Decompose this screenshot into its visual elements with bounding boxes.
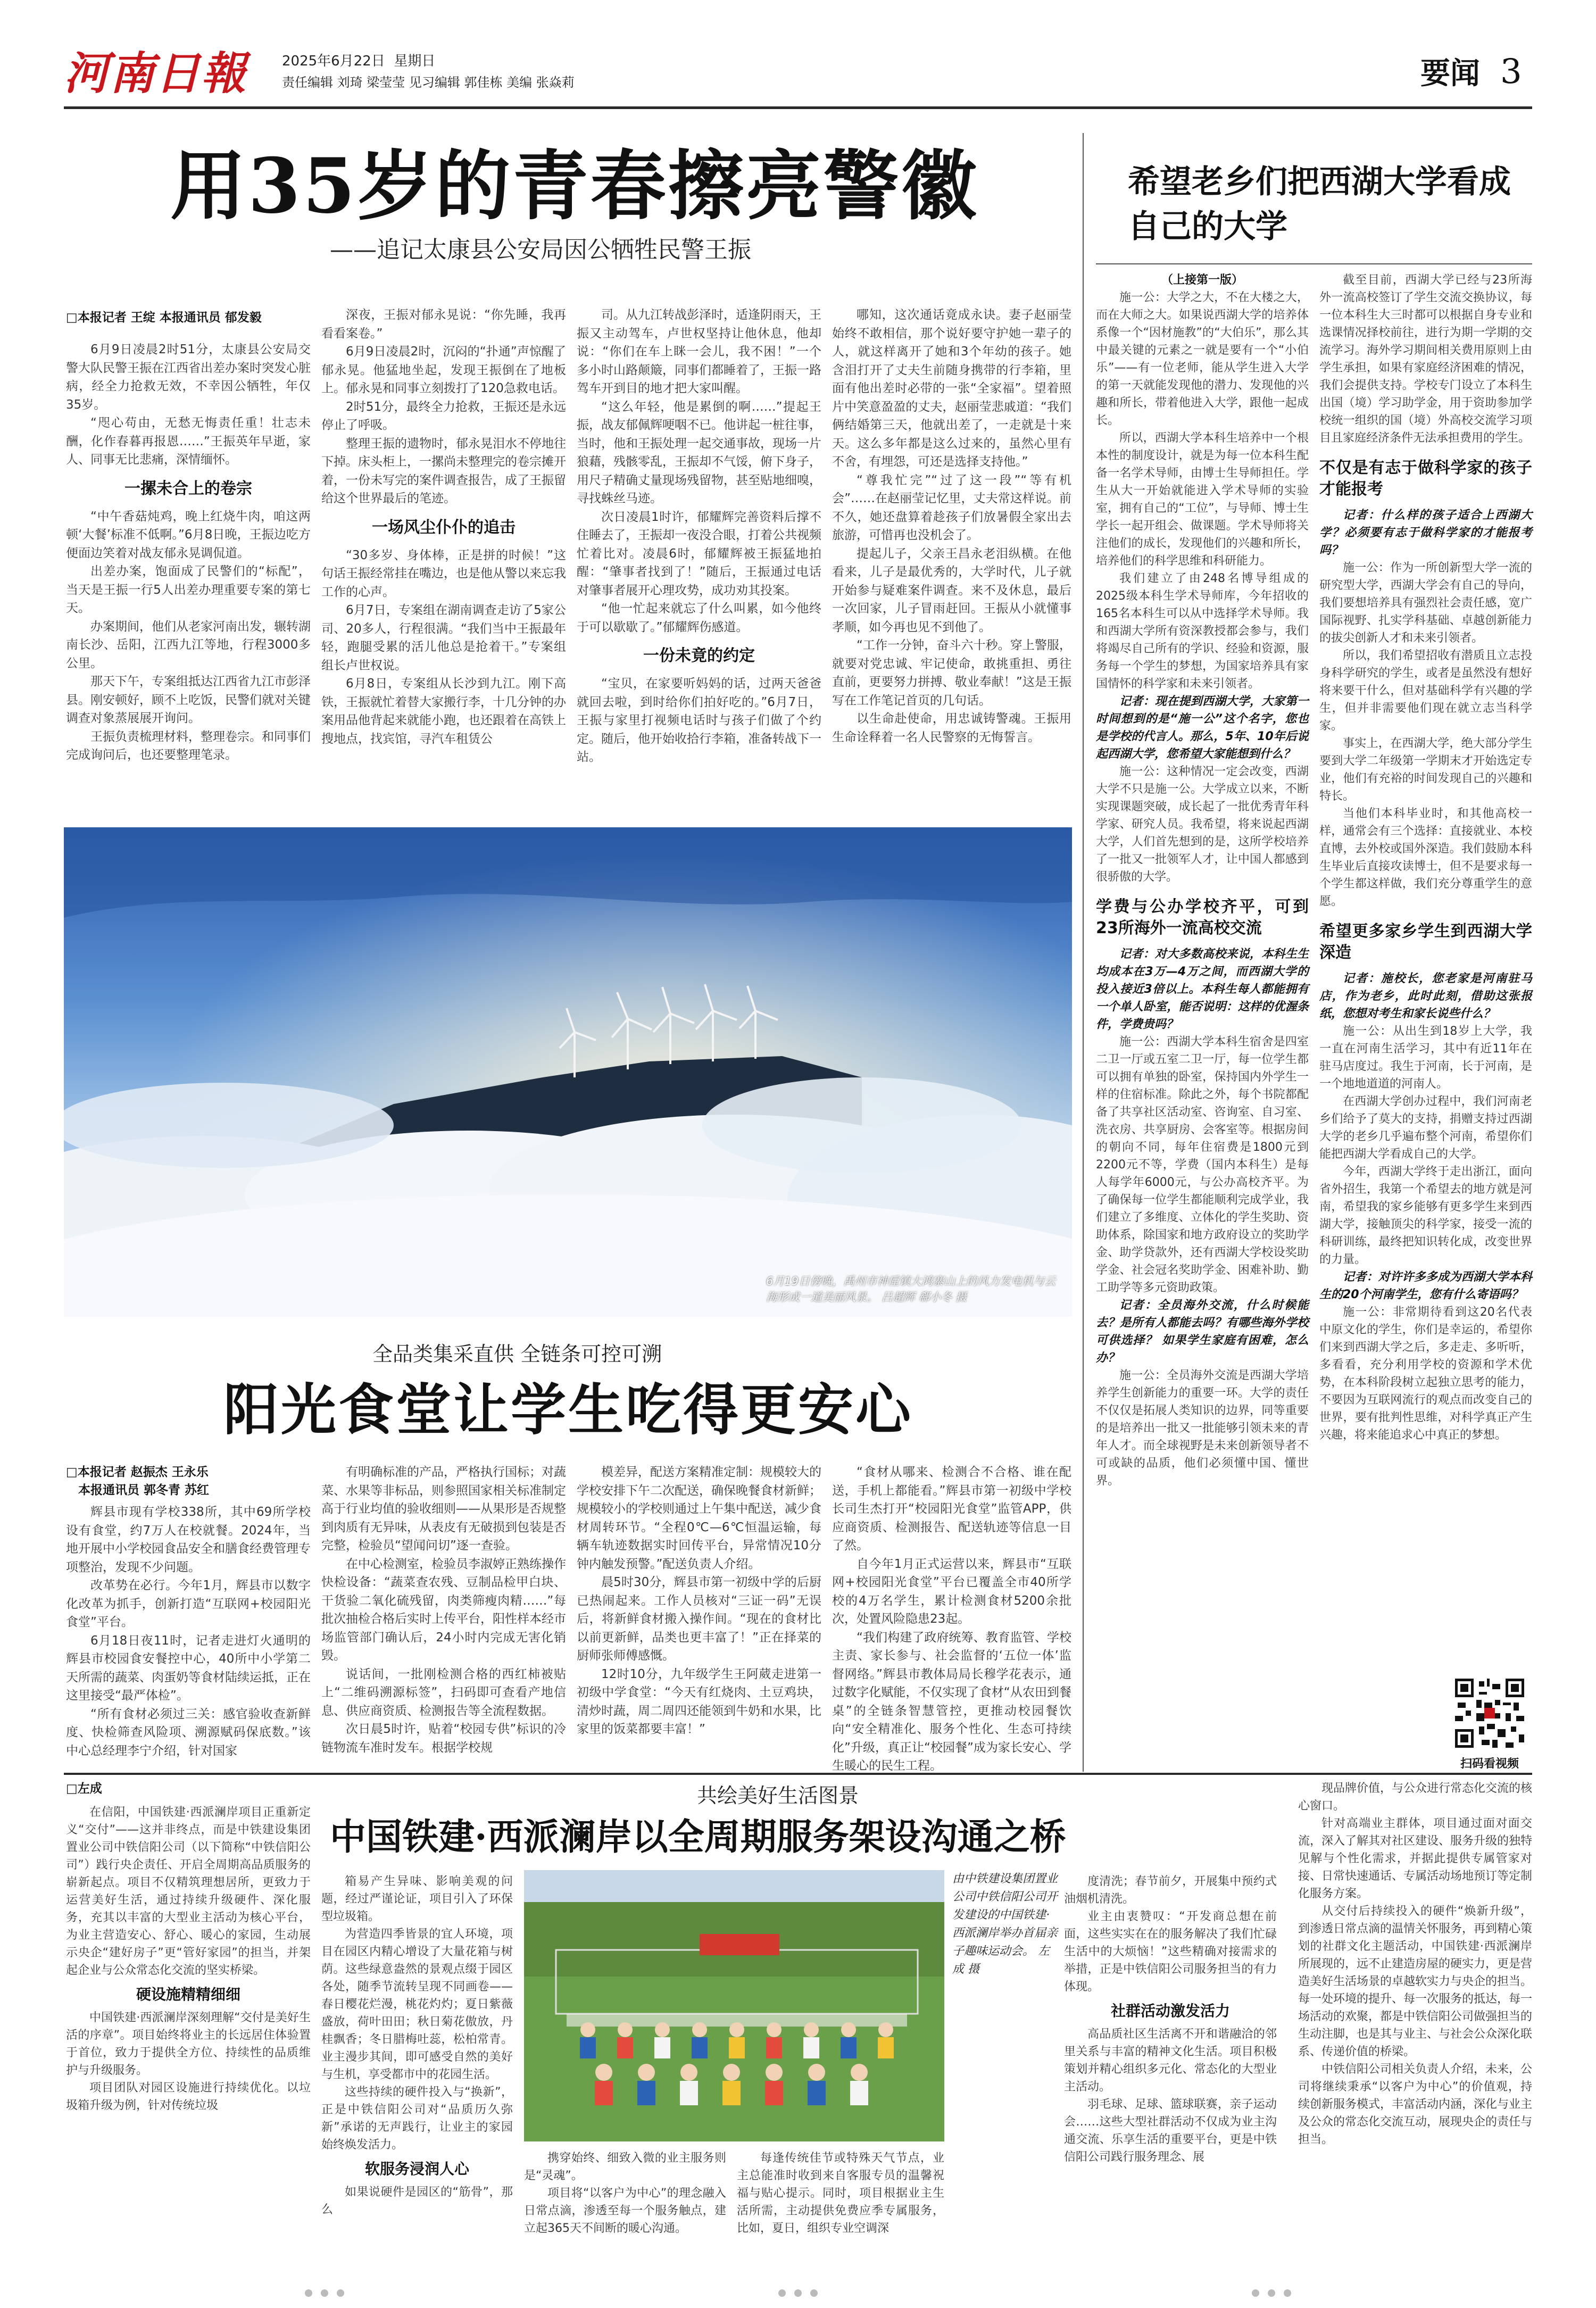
paragraph: 今年，西湖大学终于走出浙江，面向省外招生，我第一个希望去的地方就是河南，希望我的家乡能够有更多学生来到西湖大学，接触顶尖的科学家，接受一流的科研训练，最终把知识转化成，改变世界的力量。 xyxy=(1319,1165,1532,1266)
paragraph: “他一忙起来就忘了什么叫累，如今他终于可以歇歇了。”郁耀辉伤感道。 xyxy=(577,602,821,634)
paragraph: 我们建立了由248名博导组成的2025级本科生学术导师库，今年招收的165名本科生可以从中选择学术导师。我和西湖大学所有资深教授都会参与，我们将竭尽自己所有的学识、经验和资源，服务每一个学生的梦想，为国家培养具有家国情怀的科学家和未来引领者。 xyxy=(1096,572,1309,691)
paragraph: 施一公：大学之大，不在大楼之大，而在大师之大。如果说西湖大学的培养体系像一个“因材施教”的“大伯乐”，那么其中最关键的元素之一就是要有一个“小伯乐”——有一位老师，能从学生进入大学的第一天就能发现他的潜力、发现他的兴趣和所长，带着他进入大学，跟他一起成长。 xyxy=(1096,291,1309,427)
paragraph: 施一公：作为一所创新型大学一流的研究型大学，西湖大学会有自己的导向，我们要想培养具有强烈社会责任感，宽广国际视野、扎实学科基础、卓越创新能力的拔尖创新人才和未来引领者。 xyxy=(1319,561,1532,645)
article2-col4 xyxy=(832,1463,1071,1775)
article4-byline: □左成 xyxy=(66,1782,102,1796)
paragraph: 那天下午，专案组抵达江西省九江市彭泽县。刚安顿好，顾不上吃饭，民警们就对关键调查对象蒸展展开询问。 xyxy=(66,675,311,725)
paragraph: 改革势在必行。今年1月，辉县市以数字化改革为抓手，创新打造“互联网+校园阳光食堂”平台。 xyxy=(66,1579,311,1629)
paragraph: 携穿始终、细致入微的业主服务则是“灵魂”。 xyxy=(524,2152,726,2182)
paragraph: 当他们本科毕业时，和其他高校一样，通常会有三个选择：直接就业、本校直博，去外校或国外深造。我们鼓励本科生毕业后直接攻读博士，但不是要求每一个学生都这样做，我们充分尊重学生的意愿。 xyxy=(1319,807,1532,908)
paragraph: 事实上，在西湖大学，绝大部分学生要到大学二年级第一学期末才开始选定专业，他们有充裕的时间发现自己的兴趣和特长。 xyxy=(1319,737,1532,803)
paragraph: “咫心苟由，无愁无悔责任重！壮志未酬，化作春暮再报恩……”王振英年早逝，家人、同事无比悲痛，深情缅怀。 xyxy=(66,416,311,467)
paragraph: 次日晨5时许，贴着“校园专供”标识的冷链物流车准时发车。根据学校规 xyxy=(321,1722,566,1755)
paragraph: 业主由衷赞叹：“开发商总想在前面，这些实实在在的服务解决了我们忙碌生活中的大烦恼！”这些精确对接需求的举措，正是中铁信阳公司服务担当的有力体现。 xyxy=(1064,1910,1277,1994)
article4-kicker: 共绘美好生活图景 xyxy=(697,1784,859,1807)
article3-title: 希望老乡们把西湖大学看成自己的大学 xyxy=(1128,163,1511,245)
article4-col6 xyxy=(1298,1780,1532,2148)
staff-line: 责任编辑 刘琦 梁莹莹 见习编辑 郭佳栋 美编 张焱莉 xyxy=(282,75,575,90)
registration-dots-icon xyxy=(0,2282,1596,2304)
article4-col2 xyxy=(321,1873,513,2219)
article3-col2 xyxy=(1319,271,1532,1444)
article1-byline: □本报记者 王绽 本报通讯员 郁发毅 xyxy=(66,311,262,325)
paragraph: 施一公：非常期待看到这20名代表中原文化的学生，你们是幸运的，希望你们来到西湖大学之后，多走走、多听听，多看看，充分利用学校的资源和学术优势，在本科阶段树立起独立思考的能力，不要因为互联网流行的观点而改变自己的世界，要有批判性思维，对科学真正产生兴趣，将来能追求心中真正的梦想。 xyxy=(1319,1306,1532,1442)
paragraph: 施一公：全员海外交流是西湖大学培养学生创新能力的重要一环。大学的责任不仅仅是拓展人类知识的边界，同等重要的是培养出一批又一批能够引领未来的青年人才。而全球视野是未来创新领导者不可或缺的品质，他们必须懂中国、懂世界。 xyxy=(1096,1369,1309,1488)
article1-title: 用35岁的青春擦亮警徽 xyxy=(170,142,979,230)
paragraph: 提起儿子，父亲王昌永老泪纵横。在他看来，儿子是最优秀的，大学时代，儿子就开始参与疑难案件调查。来不及休息，最后一次回家，儿子冒雨赶回。王振从小就懂事孝顺，如今再也见不到他了。 xyxy=(832,546,1071,634)
paragraph: 截至目前，西湖大学已经与23所海外一流高校签订了学生交流交换协议，每一位本科生大三时都可以根据自身专业和选课情况择校前往，进行为期一学期的交流学习。海外学习期间相关费用原则上由学生承担，如果有家庭经济困难的情况，我们会提供支持。学校专门设立了本科生出国（境）学习助学金，用于资助参加学校统一组织的国（境）外高校交流学习项目且家庭经济条件无法承担费用的学生。 xyxy=(1319,273,1532,445)
paragraph: “宝贝，在家要听妈妈的话，过两天爸爸就回去啦，到时给你们拍好吃的。”6月7日，王振与家里打视频电话时与孩子们做了个约定。随后，他开始收拾行李箱，准备转战下一站。 xyxy=(577,677,821,764)
paragraph: 在中心检测室，检验员李淑婷正熟练操作快检设备：“蔬菜查农残、豆制品检甲白块、干货验二氧化硫残留，肉类筛瘦肉精……”每批次抽检合格后实时上传平台，阳性样本经市场监管部门确认后，24小时内完成无害化销毁。 xyxy=(321,1557,566,1663)
paragraph: 为营造四季皆景的宜人环境，项目在园区内精心增设了大量花箱与树荫。这些绿意盎然的景观点缀于园区各处，随季节流转呈现不同画卷——春日樱花烂漫，桃花灼灼；夏日紫薇盛放，荷叶田田；秋日菊花傲放，丹桂飘香；冬日腊梅吐蕊，松柏常青。业主漫步其间，即可感受自然的美好与生机，享受都市中的花园生活。 xyxy=(321,1928,513,2081)
paragraph: 每逢传统佳节或特殊天气节点，业主总能准时收到来自客服专员的温馨祝福与贴心提示。同时，项目根据业主生活所需，主动提供免费应季专属服务，比如，夏日，组织专业空调深 xyxy=(737,2152,944,2235)
article4-title: 中国铁建·西派澜岸以全周期服务架设沟通之桥 xyxy=(330,1816,1066,1858)
paragraph: 度清洗；春节前夕，开展集中预约式油烟机清洗。 xyxy=(1064,1875,1277,1906)
subheading: 一摞未合上的卷宗 xyxy=(124,479,252,498)
column-divider xyxy=(1083,133,1084,1772)
paragraph: 施一公：西湖大学本科生宿舍是四室二卫一厅或五室二卫一厅，每一位学生都可以拥有单独的卧室，保持国内外学生一样的住宿标准。除此之外，每个书院都配备了共享社区活动室、咨询室、自习室、洗衣房、共享厨房、会客室等。根据房间的朝向不同，每年住宿费是1800元到2200元不等，学费（国内本科生）是每人每学年6000元，与公办高校齐平。为了确保每一位学生都能顺利完成学业，我们建立了多维度、立体化的学生奖助、资助体系，除国家和地方政府设立的奖助学金、助学贷款外，还有西湖大学校设奖助学金、社会冠名奖助学金、困难补助、勤工助学等多元资助政策。 xyxy=(1096,1035,1309,1294)
paragraph: 模差异，配送方案精准定制：规模较大的学校安排下午二次配送，确保晚餐食材新鲜；规模较小的学校则通过上午集中配送，减少食材周转环节。“全程0℃—6℃恒温运输，每辆车轨迹数据实时回传平台，异常情况10分钟内触发预警。”配送负责人介绍。 xyxy=(577,1465,821,1571)
paragraph: 在西湖大学创办过程中，我们河南老乡们给予了莫大的支持，捐赠支持过西湖大学的老乡几乎遍布整个河南，希望你们能把西湖大学看成自己的大学。 xyxy=(1319,1095,1532,1161)
qr-code[interactable] xyxy=(1452,1676,1527,1750)
paragraph: 施一公：从出生到18岁上大学，我一直在河南生活学习，其中有近11年在驻马店度过。我生于河南，长于河南，是一个地地道道的河南人。 xyxy=(1319,1025,1532,1091)
registration-marks xyxy=(0,2282,1596,2304)
page-number: 3 xyxy=(1500,52,1522,92)
paragraph: 深夜，王振对郁永晃说：“你先睡，我再看看案卷。” xyxy=(321,308,566,341)
paragraph: 整理王振的遗物时，郁永晃泪水不停地往下掉。床头柜上，一摞尚未整理完的卷宗摊开着，一份未写完的案件调查报告，成了王振留给这个世界最后的笔迹。 xyxy=(321,436,566,505)
paragraph: 办案期间，他们从老家河南出发，辗转湖南长沙、岳阳，江西九江等地，行程3000多公里。 xyxy=(66,619,311,670)
article1-col4 xyxy=(832,306,1071,746)
paragraph: “工作一分钟，奋斗六十秒。穿上警服，就要对党忠诚、牢记使命，敢挑重担、勇往直前，更要努力拼搏、敬业奉献！”这是王振写在工作笔记首页的几句话。 xyxy=(832,638,1071,708)
article3-col1 xyxy=(1096,271,1309,1490)
event-photo-caption: 由中铁建设集团置业公司中铁信阳公司开发建设的中国铁建·西派澜岸举办首届亲子趣味运动会。 左成 摄 xyxy=(952,1872,1058,1976)
question-text: 记者：现在提到西湖大学，大家第一时间想到的是“施一公”这个名字，您也是学校的代言人。那么，5年、10年后说起西湖大学，您希望大家能想到什么？ xyxy=(1096,695,1309,761)
paragraph: 王振负责梳理材料，整理卷宗。和同事们完成询问后，也还要整理笔录。 xyxy=(66,729,311,762)
paragraph: 高品质社区生活离不开和谐融洽的邻里关系与丰富的精神文化生活。项目积极策划并精心组织多元化、常态化的大型业主活动。 xyxy=(1064,2028,1277,2094)
subheading: 希望更多家乡学生到西湖大学深造 xyxy=(1319,922,1532,962)
paragraph: 有明确标准的产品，严格执行国标；对蔬菜、水果等非标品，则参照国家相关标准制定高于行业均值的验收细则——从果形是否规整到肉质有无异味，从表皮有无破损到包装是否完整，检验员“望闻问切”逐一查验。 xyxy=(321,1465,566,1552)
paragraph: “所有食材必须过三关：感官验收查新鲜度、快检筛查风险项、溯源赋码保底数。”该中心总经理李宁介绍，针对国家 xyxy=(66,1707,311,1758)
question: 记者：全员海外交流，什么时候能去？是所有人都能去吗？有哪些海外学校可供选择？ 如果学生家庭有困难，怎么办？ xyxy=(1096,1299,1309,1365)
paragraph: 现品牌价值，与公众进行常态化交流的核心窗口。 xyxy=(1298,1782,1533,1813)
masthead-rule xyxy=(64,106,1532,109)
article1-col1 xyxy=(66,341,311,765)
paragraph: 这些持续的硬件投入与“换新”，正是中铁信阳公司对“品质历久弥新”承诺的无声践行，让业主的家园始终焕发活力。 xyxy=(321,2086,513,2152)
paragraph: 中国铁建·西派澜岸深刻理解“交付是美好生活的序章”。项目始终将业主的长远居住体验置于首位，致力于提供全方位、持续性的品质维护与升级服务。 xyxy=(66,2011,311,2077)
newspaper-logo: 河南日報 xyxy=(64,47,247,99)
article1-col3 xyxy=(577,306,821,767)
article2-col3 xyxy=(577,1463,821,1739)
paragraph: “中午香菇炖鸡，晚上红烧牛肉，咱这两顿‘大餐’标准不低啊。”6月8日晚，王振边吃方便面边笑着对战友郁永晃调侃道。 xyxy=(66,509,311,560)
masthead xyxy=(64,47,1532,105)
paragraph: 针对高端业主群体，项目通过面对面交流，深入了解其对社区建设、服务升级的独特见解与个性化需求，并据此提供专属管家对接、日常快速通话、专属活动场地预订等定制化服务方案。 xyxy=(1298,1817,1533,1900)
subheading: 不仅是有志于做科学家的孩子才能报考 xyxy=(1319,459,1532,499)
photo-caption: 6月19日傍晚，禹州市神垕镇大鸿寨山上的风力发电机与云海形成一道美丽风景。 吕超辉 郗小冬 摄 xyxy=(766,1275,1056,1304)
lead-note: （上接第一版） xyxy=(1161,273,1243,287)
paragraph: 从交付后持续投入的硬件“焕新升级”，到渗透日常点滴的温情关怀服务，再到精心策划的社群文化主题活动，中国铁建·西派澜岸所展现的，远不止建造房屋的硬实力，更是营造美好生活场景的卓越软实力与央企的担当。每一处环境的提升、每一次服务的抵达，每一场活动的欢聚，都是中铁信阳公司做强担当的生动注脚，也是其与业主、与社会公众深化联系、传递价值的桥梁。 xyxy=(1298,1905,1533,2058)
subheading: 软服务浸润人心 xyxy=(364,2160,469,2178)
paragraph: 6月8日，专案组从长沙到九江。刚下高铁，王振就忙着替大家搬行李，十几分钟的办案用品他背起来就能小跑，也还跟着在高铁上搜地点，找宾馆，寻汽车租赁公 xyxy=(321,677,566,746)
paragraph: “我们构建了政府统筹、教育监管、学校主责、家长参与、社会监督的‘五位一体’监督网络。”辉县市教体局局长穆学花表示，通过数字化赋能，不仅实现了食材“从农田到餐桌”的全链条智慧管控，更推动校园餐饮向“安全精准化、服务个性化、生态可持续化”升级，真正让“校园餐”成为家长安心、学生暖心的民生工程。 xyxy=(832,1630,1071,1773)
paragraph: “食材从哪来、检测合不合格、谁在配送，手机上都能看。”辉县市第一初级中学校长司生杰打开“校园阳光食堂”监管APP，供应商资质、检测报告、配送轨迹等信息一目了然。 xyxy=(832,1465,1071,1552)
question: 记者：对许许多多成为西湖大学本科生的20个河南学生，您有什么寄语吗？ xyxy=(1319,1271,1532,1301)
article4-col1 xyxy=(66,1804,311,2114)
subheading: 社群活动激发活力 xyxy=(1110,2002,1230,2020)
article2-title: 阳光食堂让学生吃得更安心 xyxy=(223,1377,913,1442)
paragraph: “这么年轻，他是累倒的啊……”提起王振，战友郁佩辉哽咽不已。他讲起一桩往事，当时，他和王振处理一起交通事故，现场一片狼藉，残骸零乱，王振却不气馁，俯下身子，用尺子精确丈量现场残留物，甚至贴地细嗅，寻找蛛丝马迹。 xyxy=(577,400,821,505)
question: 记者：什么样的孩子适合上西湖大学？必须要有志于做科学家的才能报考吗？ xyxy=(1319,509,1532,557)
paragraph: 6月9日凌晨2时，沉闷的“扑通”声惊醒了郁永晃。他猛地坐起，发现王振倒在了地板上。郁永晃和同事立刻拨打了120急救电话。 xyxy=(321,345,566,395)
paragraph: 在信阳，中国铁建·西派澜岸项目正重新定义“交付”——这并非终点，而是中铁建设集团置业公司中铁信阳公司（以下简称“中铁信阳公司”）践行央企责任、开启全周期高品质服务的崭新起点。项目不仅精筑理想居所，更致力于运营美好生活，通过持续升级硬件、深化服务，充其以丰富的大型业主活动为核心平台，为业主营造安心、舒心、暖心的家园，生动展示央企“建好房子”更“管好家园”的担当，并架起企业与公众常态化交流的坚实桥梁。 xyxy=(66,1806,311,1977)
article4-col5 xyxy=(1064,1873,1277,2166)
weekday: 星期日 xyxy=(394,53,436,69)
article1-subtitle: ——追记太康县公安局因公牺牲民警王振 xyxy=(330,236,751,263)
qr-code-icon xyxy=(1452,1676,1527,1750)
paragraph: 项目将“以客户为中心”的理念融入日常点滴，渗透至每一个服务触点，建立起365天不间断的暖心沟通。 xyxy=(524,2187,726,2235)
event-photo xyxy=(524,1870,944,2141)
paragraph: 出差办案，饱面成了民警们的“标配”，当天是王振一行5人出差办理重要专案的第七天。 xyxy=(66,564,311,615)
paragraph: 箱易产生异味、影响美观的问题，经过严谨论证，项目引入了环保型垃圾箱。 xyxy=(321,1875,513,1923)
news-photo xyxy=(64,827,1072,1317)
paragraph: 辉县市现有学校338所，其中69所学校设有食堂，约7万人在校就餐。2024年，当地开展中小学校园食品安全和膳食经费管理专项整治，发现不少问题。 xyxy=(66,1505,311,1574)
qr-caption: 扫码看视频 xyxy=(1460,1757,1519,1771)
paragraph: 司。从九江转战彭泽时，适逢阴雨天，王振又主动驾车，卢世权坚持让他休息，他却说：“你们在车上眯一会儿，我不困！”一个多小时山路颠簸，同事们都睡着了，王振一路驾车开到目的地才把大家叫醒。 xyxy=(577,308,821,395)
date: 2025年6月22日 xyxy=(282,53,385,69)
cloud-sea-photo xyxy=(64,827,1072,1317)
article4-col3 xyxy=(524,2149,726,2237)
issue-date xyxy=(282,52,435,70)
paragraph: 哪知，这次通话竟成永诀。妻子赵丽莹始终不敢相信，那个说好要守护她一辈子的人，就这样离开了她和3个年幼的孩子。她含泪打开了丈夫生前随身携带的行李箱，里面有他出差时必带的一张“全家福”。望着照片中笑意盈盈的丈夫，赵丽莹悲戚道：“我们俩结婚第三天，他就出差了，一走就是十来天。这么多年都是这么过来的，虽然心里有不舍，有埋怨，可还是选择支持他。” xyxy=(832,308,1071,469)
article1-col2 xyxy=(321,306,566,748)
subheading: 硬设施精精细细 xyxy=(136,1986,240,2003)
paragraph: 晨5时30分，辉县市第一初级中学的后厨已热闹起来。工作人员核对“三证一码”无误后，将新鲜食材搬入操作间。“现在的食材比以前更新鲜，品类也更丰富了！”正在择菜的厨师张师傅感慨。 xyxy=(577,1575,821,1663)
section-name: 要闻 xyxy=(1420,56,1480,91)
question xyxy=(1096,693,1309,763)
paragraph: 2时51分，最终全力抢救，王振还是永远停止了呼吸。 xyxy=(321,400,566,432)
paragraph: 6月9日凌晨2时51分，太康县公安局交警大队民警王振在江西省出差办案时突发心脏病，经全力抢救无效，不幸因公牺牲，年仅35岁。 xyxy=(66,343,311,412)
paragraph: 自今年1月正式运营以来，辉县市“互联网+校园阳光食堂”平台已覆盖全市40所学校的4万名学生，累计检测食材5200余批次，处置风险隐患23起。 xyxy=(832,1557,1071,1626)
paragraph: 说话间，一批刚检测合格的西红柿被贴上“二维码溯源标签”，扫码即可查看产地信息、供应商资质、检测报告等全流程数据。 xyxy=(321,1667,566,1718)
paragraph: “尊我忙完”“过了这一段”“等有机会”……在赵丽莹记忆里，丈夫常这样说。前不久，她还盘算着趁孩子们放暑假全家出去旅游，可惜再也没机会了。 xyxy=(832,473,1071,542)
article2-kicker: 全品类集采直供 全链条可控可溯 xyxy=(372,1342,662,1366)
paragraph: 12时10分，九年级学生王阿葳走进第一初级中学食堂：“今天有红烧肉、土豆鸡块，清炒时蔬，周二周四还能领到牛奶和水果，比家里的饭菜都要丰富！” xyxy=(577,1667,821,1736)
article3-title-rule xyxy=(1096,263,1532,264)
bottom-rule xyxy=(64,1773,1532,1775)
paragraph: 如果说硬件是园区的“筋骨”，那么 xyxy=(321,2186,513,2216)
paragraph: 6月7日，专案组在湖南调查走访了5家公司、20多人，行程很满。“我们当中王振最年轻，跑腿受累的活儿他总是抢着干。”专案组组长卢世权说。 xyxy=(321,603,566,673)
sports-day-photo xyxy=(524,1870,944,2141)
subheading: 学费与公办学校齐平，可到23所海外一流高校交流 xyxy=(1096,898,1309,937)
paragraph: 次日凌晨1时许，郁耀辉完善资料后撑不住睡去了，王振却一夜没合眼，打着公共视频忙着比对。凌晨6时，郁耀辉被王振猛地拍醒：“肇事者找到了！”随后，王振通过电话对肇事者展开心理攻势，成功劝其投案。 xyxy=(577,510,821,597)
paragraph: 以生命赴使命，用忠诚铸警魂。王振用生命诠释着一名人民警察的无悔誓言。 xyxy=(832,712,1071,744)
paragraph: 所以，我们希望招收有潜质且立志投身科学研究的学生，或者是虽然没有想好将来要干什么，但对基础科学有兴趣的学生，但并非需要他们现在就立志当科学家。 xyxy=(1319,649,1532,733)
article4-col4 xyxy=(737,2149,944,2237)
paragraph: 中铁信阳公司相关负责人介绍，未来，公司将继续秉承“以客户为中心”的价值观，持续创新服务模式，丰富活动内涵，深化与业主及公众的常态化交流互动，展现央企的责任与担当。 xyxy=(1298,2063,1533,2146)
subheading: 一场风尘仆仆的追击 xyxy=(372,518,516,537)
article2-col1 xyxy=(66,1503,311,1760)
paragraph: 项目团队对园区设施进行持续优化。以垃圾箱升级为例，针对传统垃圾 xyxy=(66,2081,311,2112)
paragraph: 所以，西湖大学本科生培养中一个根本性的制度设计，就是为每一位本科生配备一名学术导师，由博士生导师担任。学生从大一开始就能进入学术导师的实验室，拥有自己的“工位”，与导师、博士生学长一起开组会、做课题。学术导师将关注他们的成长，发现他们的兴趣和所长，培养他们的科学思维和科研能力。 xyxy=(1096,431,1309,568)
paragraph: 羽毛球、足球、篮球联赛，亲子运动会……这些大型社群活动不仅成为业主沟通交流、乐享生活的重要平台，更是中铁信阳公司践行服务理念、展 xyxy=(1064,2098,1277,2164)
question: 记者：施校长，您老家是河南驻马店，作为老乡，此时此刻，借助这张报纸，您想对考生和家长说些什么？ xyxy=(1319,972,1532,1020)
article2-byline: □本报记者 赵振杰 王永乐 本报通讯员 郭冬青 苏红 xyxy=(66,1465,210,1497)
question: 记者：对大多数高校来说，本科生生均成本在3万—4万之间，而西湖大学的投入接近3倍以上。本科生每人都能拥有一个单人卧室，能否说明：这样的优渥条件，学费贵吗？ xyxy=(1096,948,1309,1031)
paragraph: “30多岁、身体棒，正是拼的时候！”这句话王振经常挂在嘴边，也是他从警以来忘我工作的心声。 xyxy=(321,548,566,599)
paragraph: 施一公：这种情况一定会改变，西湖大学不只是施一公。大学成立以来，不断实现课题突破，成长起了一批优秀青年科学家、研究人员。我希望，将来说起西湖大学，人们首先想到的是，这所学校培养了一批又一批领军人才，让中国人都感到很骄傲的大学。 xyxy=(1096,765,1309,884)
article2-col2 xyxy=(321,1463,566,1757)
paragraph: 6月18日夜11时，记者走进灯火通明的辉县市校园食安餐控中心，40所中小学第二天所需的蔬菜、肉蛋奶等食材陆续运抵，正在这里接受“最严体检”。 xyxy=(66,1633,311,1703)
subheading: 一份未竟的约定 xyxy=(643,646,755,665)
